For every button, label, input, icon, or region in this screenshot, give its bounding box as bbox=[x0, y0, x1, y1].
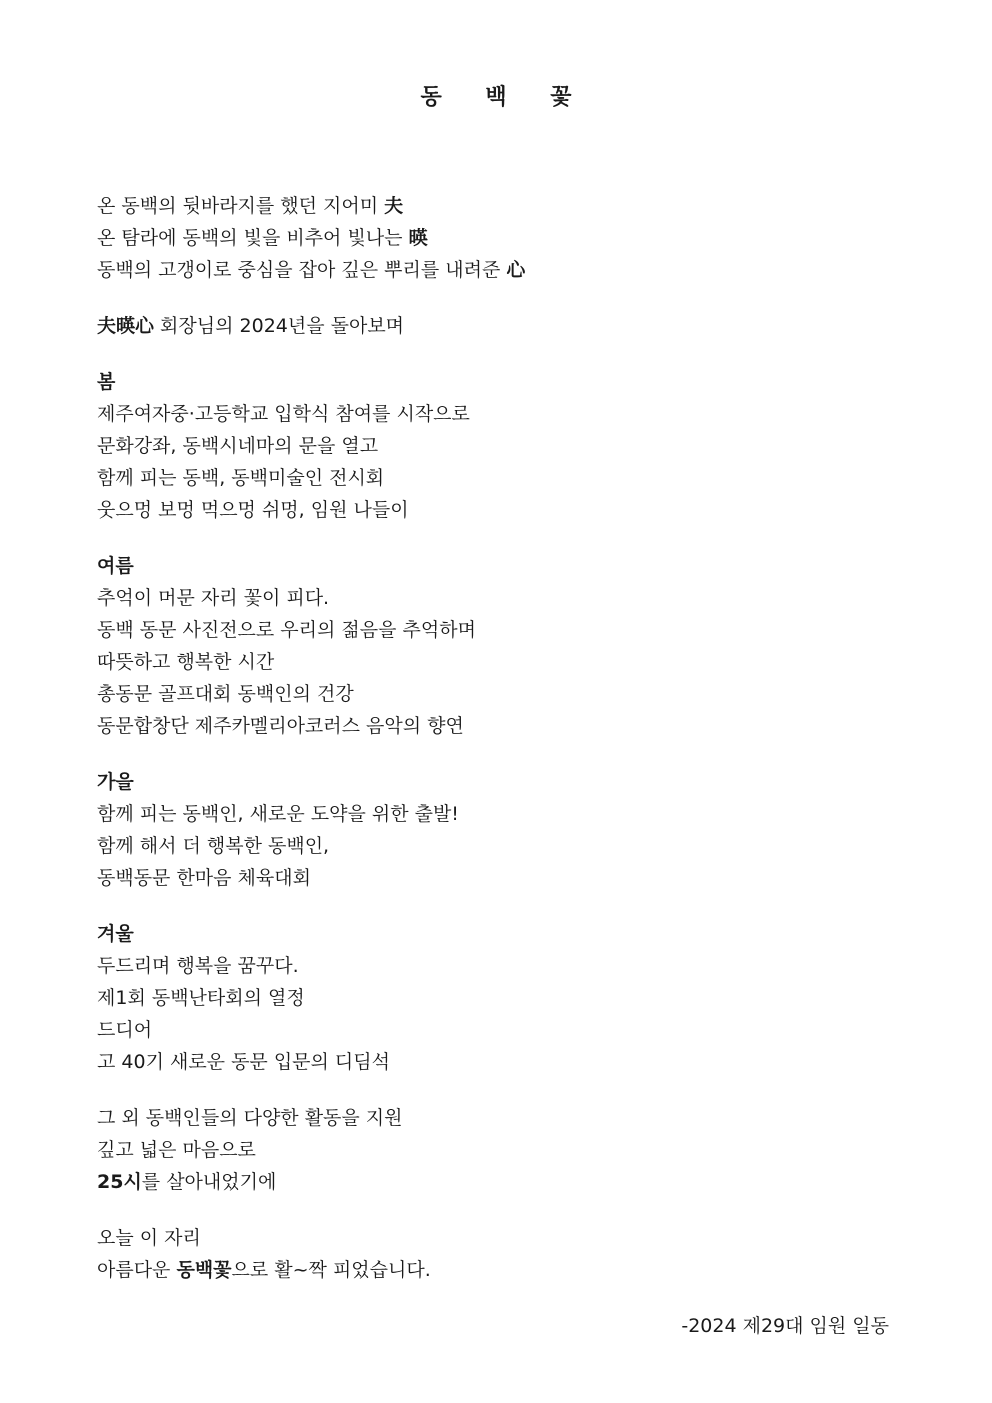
line-text: 회장님의 2024년을 돌아보며 bbox=[154, 315, 405, 337]
line-text: 아름다운 bbox=[97, 1259, 177, 1281]
poem-line: 제주여자중·고등학교 입학식 참여를 시작으로 bbox=[97, 403, 470, 425]
support-stanza bbox=[97, 1102, 897, 1198]
intro-line bbox=[97, 190, 897, 222]
summer-stanza bbox=[97, 550, 897, 742]
winter-stanza bbox=[97, 918, 897, 1078]
line-text: 를 살아내었기에 bbox=[141, 1171, 277, 1193]
poem-line: 드디어 bbox=[97, 1019, 153, 1041]
poem-body bbox=[97, 190, 897, 1310]
poem-line: 깊고 넓은 마음으로 bbox=[97, 1139, 256, 1161]
camellia-bold: 동백꽃 bbox=[176, 1259, 232, 1281]
poem-line: 제1회 동백난타회의 열정 bbox=[97, 987, 305, 1009]
line-text: 동백의 고갱이로 중심을 잡아 깊은 뿌리를 내려준 bbox=[97, 259, 507, 281]
poem-line: 함께 해서 더 행복한 동백인, bbox=[97, 835, 330, 857]
line-text: 온 동백의 뒷바라지를 했던 지어미 bbox=[97, 195, 385, 217]
poem-line: 동백동문 한마음 체육대회 bbox=[97, 867, 311, 889]
poem-line bbox=[97, 1254, 897, 1286]
poem-line: 문화강좌, 동백시네마의 문을 열고 bbox=[97, 435, 379, 457]
poem-line: 두드리며 행복을 꿈꾸다. bbox=[97, 955, 299, 977]
hours-bold: 25시 bbox=[97, 1171, 142, 1193]
review-stanza bbox=[97, 310, 897, 342]
season-heading: 가을 bbox=[97, 771, 134, 793]
poem-line: 동문합창단 제주카멜리아코러스 음악의 향연 bbox=[97, 715, 464, 737]
review-line bbox=[97, 310, 897, 342]
season-heading: 봄 bbox=[97, 371, 116, 393]
poem-line: 따뜻하고 행복한 시간 bbox=[97, 651, 275, 673]
poem-line: 동백 동문 사진전으로 우리의 젊음을 추억하며 bbox=[97, 619, 476, 641]
intro-line bbox=[97, 254, 897, 286]
poem-line: 오늘 이 자리 bbox=[97, 1227, 201, 1249]
autumn-stanza bbox=[97, 766, 897, 894]
poem-line: 고 40기 새로운 동문 입문의 디딤석 bbox=[97, 1051, 390, 1073]
signature: -2024 제29대 임원 일동 bbox=[681, 1315, 889, 1337]
president-name: 夫暎心 bbox=[97, 315, 155, 337]
poem-title: 동 백 꽃 bbox=[420, 85, 590, 110]
poem-line: 추억이 머문 자리 꽃이 피다. bbox=[97, 587, 330, 609]
poem-line bbox=[97, 1166, 897, 1198]
poem-line: 그 외 동백인들의 다양한 활동을 지원 bbox=[97, 1107, 403, 1129]
intro-line bbox=[97, 222, 897, 254]
season-heading: 겨울 bbox=[97, 923, 134, 945]
poem-line: 함께 피는 동백, 동백미술인 전시회 bbox=[97, 467, 385, 489]
poem-line: 웃으멍 보멍 먹으멍 쉬멍, 임원 나들이 bbox=[97, 499, 409, 521]
poem-line: 총동문 골프대회 동백인의 건강 bbox=[97, 683, 354, 705]
line-text: 으로 활~짝 피었습니다. bbox=[231, 1259, 431, 1281]
hanja-bold: 心 bbox=[506, 259, 526, 281]
hanja-bold: 夫 bbox=[384, 195, 404, 217]
closing-stanza bbox=[97, 1222, 897, 1286]
intro-stanza bbox=[97, 190, 897, 286]
line-text: 온 탐라에 동백의 빛을 비추어 빛나는 bbox=[97, 227, 409, 249]
poem-line: 함께 피는 동백인, 새로운 도약을 위한 출발! bbox=[97, 803, 459, 825]
season-heading: 여름 bbox=[97, 555, 134, 577]
hanja-bold: 暎 bbox=[408, 227, 428, 249]
spring-stanza bbox=[97, 366, 897, 526]
